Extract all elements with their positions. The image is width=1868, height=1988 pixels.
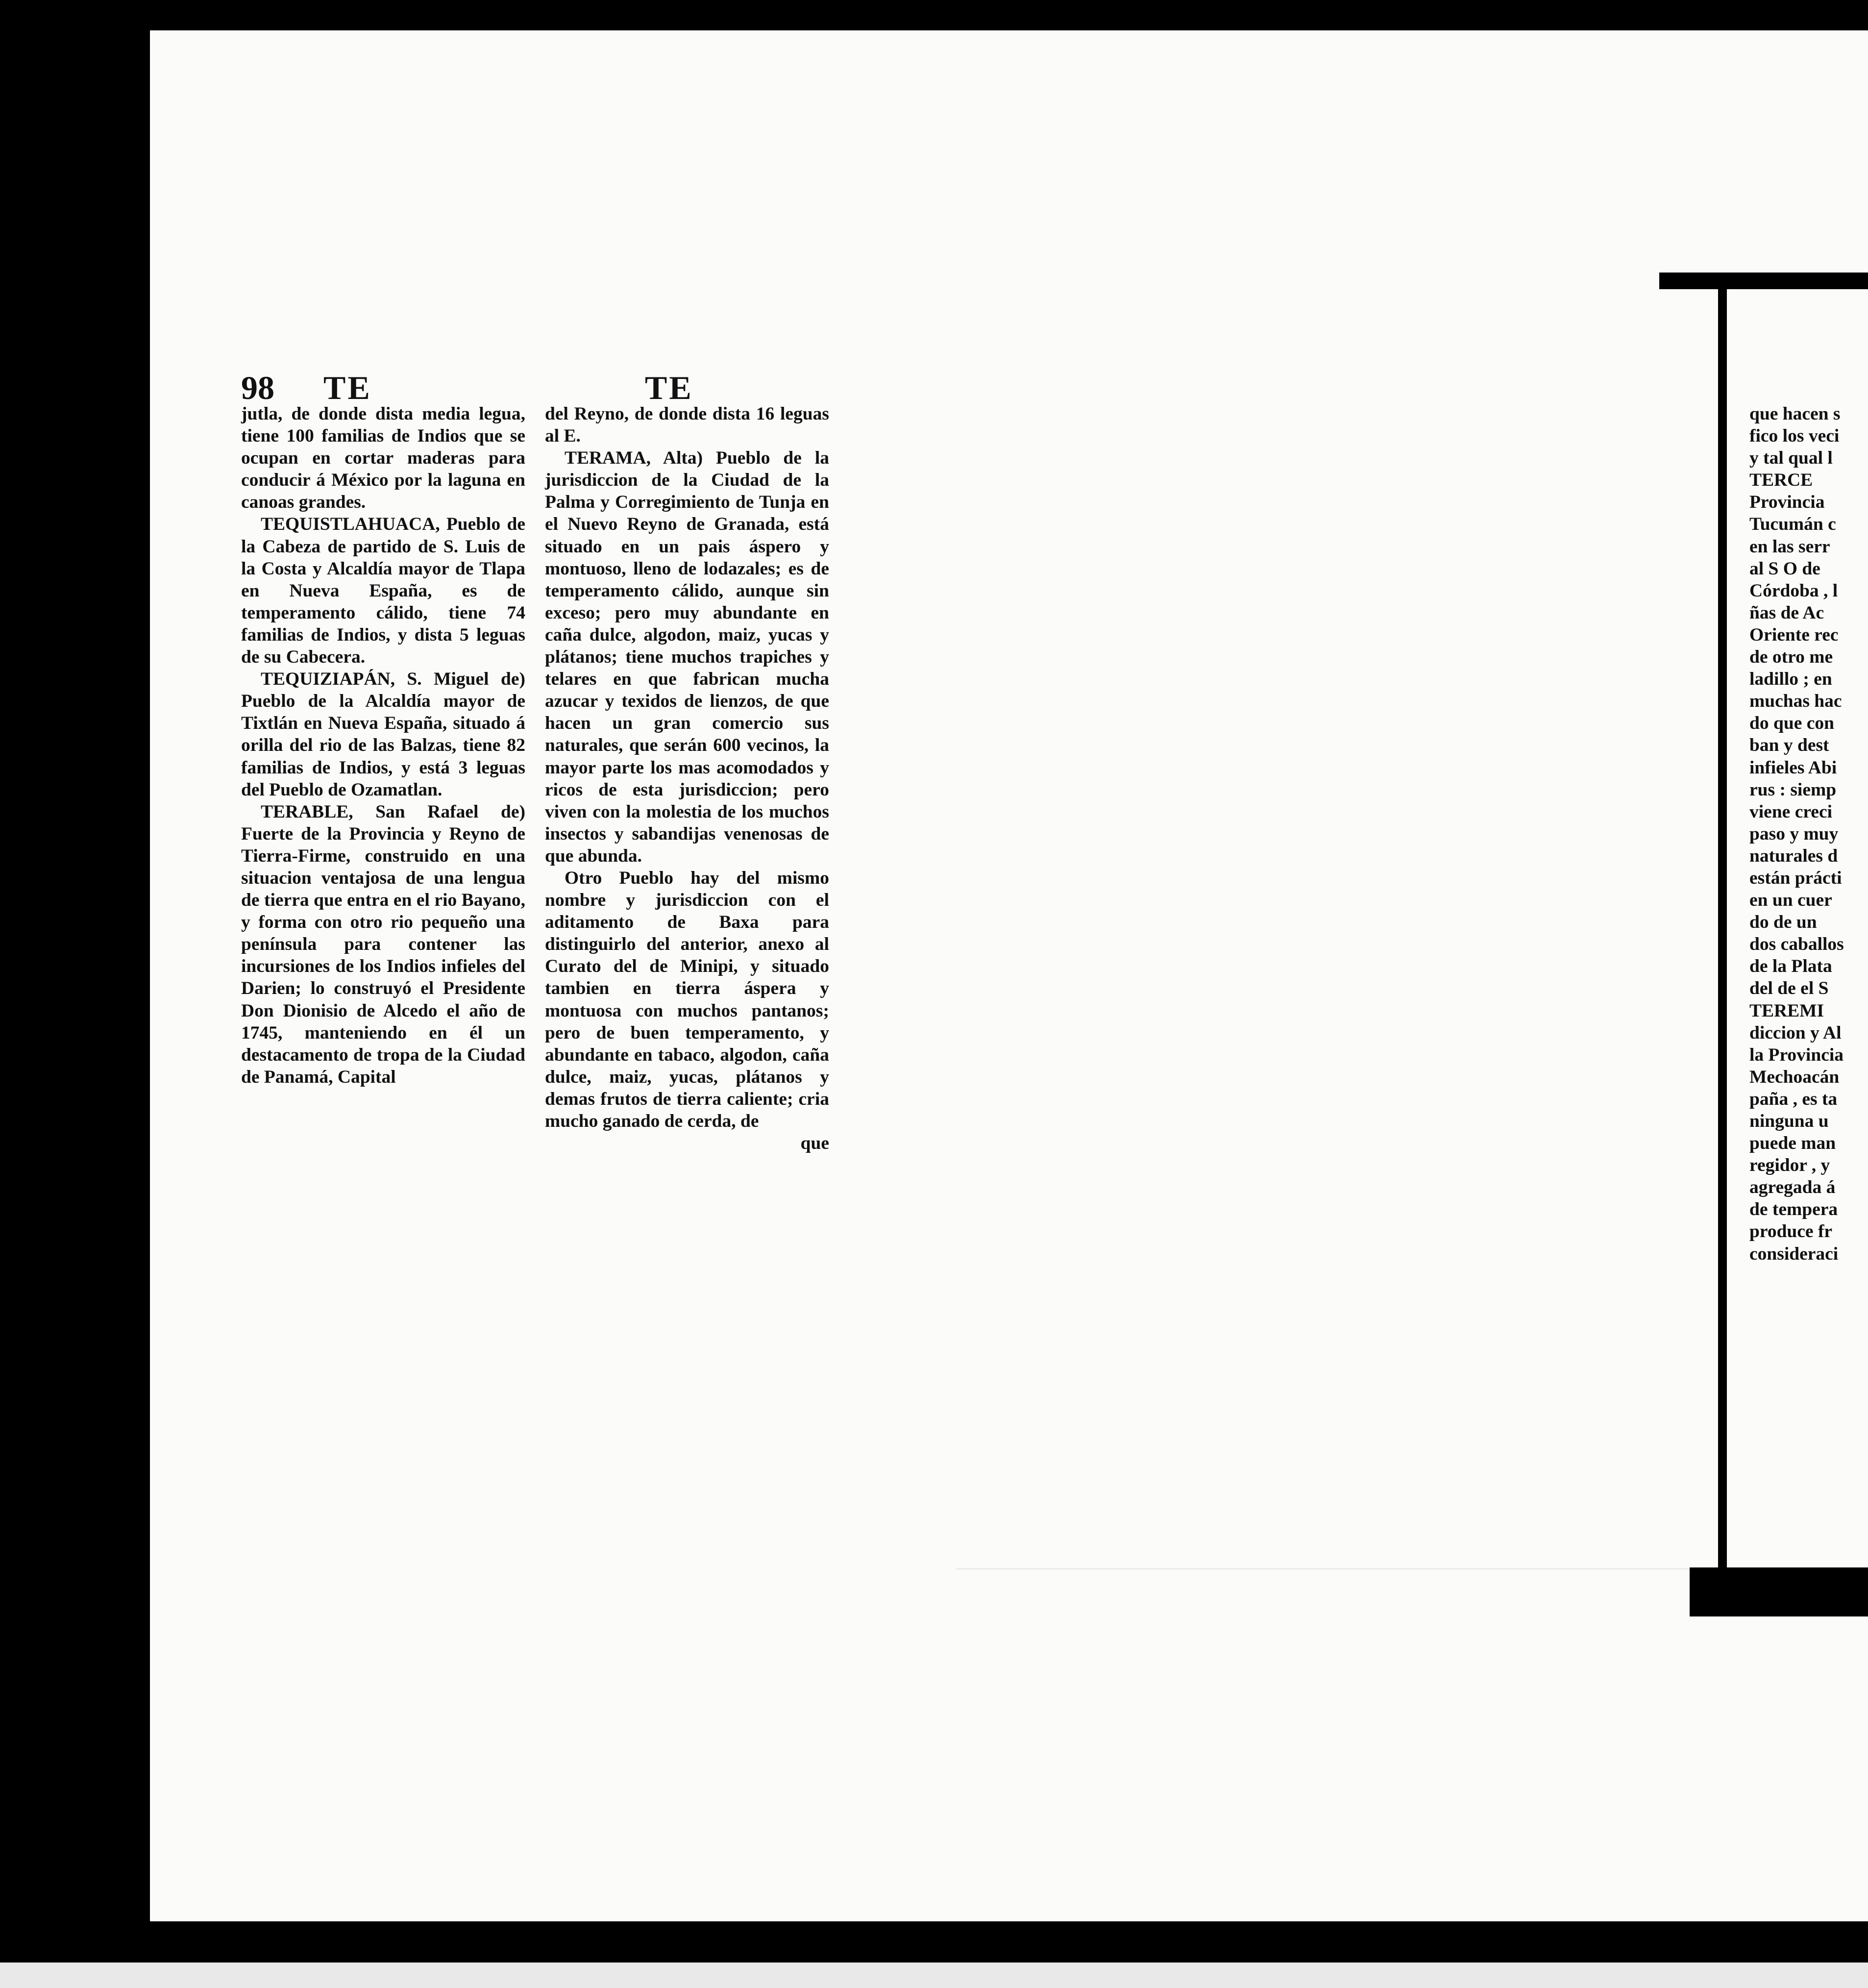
line-fragment: dos caballos — [1749, 934, 1844, 955]
line-fragment: Tucumán c — [1749, 514, 1836, 535]
line-fragment: la Provincia — [1749, 1044, 1844, 1065]
line-fragment: infieles Abi — [1749, 757, 1837, 778]
line-fragment: de tempera — [1749, 1199, 1838, 1220]
line-fragment: agregada á — [1749, 1177, 1836, 1198]
line-fragment: Provincia — [1749, 492, 1825, 513]
line-fragment: ninguna u — [1749, 1111, 1829, 1131]
line-fragment: ladillo ; en — [1749, 669, 1832, 690]
clamp-top-bar — [1659, 273, 1868, 289]
line-fragment: regidor , y — [1749, 1155, 1830, 1176]
line-fragment: viene creci — [1749, 801, 1833, 822]
entry-tequistlahuaca: TEQUISTLAHUACA, Pueblo de la Cabeza de partido de S. Luis de la Costa y Alcaldía mayor de Tlapa en Nueva España, es de temperamento cálido, tiene 74 familias de Indios, y dista 5 leguas de su Cabecera. — [241, 514, 525, 668]
text-column-3-cropped — [1749, 403, 1867, 1265]
line-fragment: paña , es ta — [1749, 1089, 1838, 1109]
line-fragment: fico los veci — [1749, 426, 1840, 447]
line-fragment: puede man — [1749, 1133, 1836, 1154]
paragraph: jutla, de donde dista media legua, tiene 100 familias de Indios que se ocupan en cortar maderas para conducir á México por la laguna en canoas grandes. — [241, 404, 525, 513]
clamp-stem — [1718, 287, 1727, 1597]
entry-tequiziapan: TEQUIZIAPÁN, S. Miguel de) Pueblo de la Alcaldía mayor de Tixtlán en Nueva España, situado á orilla del rio de las Balzas, tiene 82 familias de Indios, y está 3 leguas del Pueblo de Ozamatlan. — [241, 669, 525, 800]
line-fragment: de la Plata — [1749, 956, 1832, 977]
running-head-left: TE — [323, 369, 372, 406]
top-film-border — [0, 0, 1868, 30]
film-edge-strip — [0, 1963, 1868, 1988]
line-fragment: Oriente rec — [1749, 624, 1839, 645]
line-fragment: y tal qual l — [1749, 448, 1833, 469]
line-fragment: do que con — [1749, 713, 1834, 734]
line-fragment: Córdoba , l — [1749, 580, 1838, 601]
line-fragment: ban y dest — [1749, 735, 1829, 756]
line-fragment: en un cuer — [1749, 890, 1832, 911]
line-fragment: están prácti — [1749, 868, 1842, 888]
clamp-bottom-bar — [1690, 1567, 1868, 1616]
entry-terama: TERAMA, Alta) Pueblo de la jurisdiccion de la Ciudad de la Palma y Corregimiento de Tunja en el Nuevo Reyno de Granada, está situado en un pais áspero y montuoso, lleno de lodazales; es de temperamento cálido, aunque sin exceso; pero muy abundante en caña dulce, algodon, maiz, yucas y plátanos; tiene muchos trapiches y telares en que fabrican mucha azucar y texidos de lienzos, de que hacen un gran comercio sus naturales, que serán 600 vecinos, la mayor parte los mas acomodados y ricos de esta jurisdiccion; pero viven con la molestia de los muchos insectos y sabandijas venenosas de que abunda. — [545, 448, 829, 866]
facing-page-edge — [956, 274, 1719, 1569]
left-film-border — [98, 0, 150, 1926]
catchword: que — [800, 1133, 829, 1154]
line-fragment: ñas de Ac — [1749, 602, 1824, 623]
line-fragment: naturales d — [1749, 845, 1838, 866]
entry-terable: TERABLE, San Rafael de) Fuerte de la Provincia y Reyno de Tierra-Firme, construido en una situacion ventajosa de una lengua de tierra que entra en el rio Bayano, y forma con otro rio pequeño una península para contener las incursiones de los Indios infieles del Darien; lo construyó el Presidente Don Dionisio de Alcedo el año de 1745, manteniendo en él un destacamento de tropa de la Ciudad de Panamá, Capital — [241, 801, 525, 1087]
line-fragment: diccion y Al — [1749, 1022, 1842, 1043]
paragraph: del Reyno, de donde dista 16 leguas al E. — [545, 404, 829, 447]
line-fragment: rus : siemp — [1749, 779, 1837, 800]
line-fragment: TEREMI — [1749, 1000, 1824, 1021]
line-fragment: paso y muy — [1749, 823, 1839, 844]
line-fragment: al S O de — [1749, 558, 1820, 579]
line-fragment: de otro me — [1749, 647, 1833, 668]
running-head-right: TE — [645, 369, 693, 406]
line-fragment: del de el S — [1749, 978, 1829, 999]
line-fragment: en las serr — [1749, 536, 1830, 557]
line-fragment: que hacen s — [1749, 404, 1841, 424]
line-fragment: TERCE — [1749, 470, 1813, 491]
text-column-1 — [241, 403, 525, 1088]
text-column-2 — [545, 403, 829, 1154]
line-fragment: do de un — [1749, 912, 1817, 933]
line-fragment: produce fr — [1749, 1221, 1833, 1242]
page-number: 98 — [241, 369, 274, 406]
entry-terama-baxa: Otro Pueblo hay del mismo nombre y jurisdiccion con el aditamento de Baxa para distinguirlo del anterior, anexo al Curato del de Minipi, y situado tambien en tierra áspera y montuosa con muchos pantanos; pero de buen temperamento, y abundante en tabaco, algodon, caña dulce, maiz, yucas, plátanos y demas frutos de tierra caliente; cria mucho ganado de cerda, de — [545, 868, 829, 1131]
line-fragment: muchas hac — [1749, 691, 1842, 712]
line-fragment: Mechoacán — [1749, 1067, 1840, 1087]
line-fragment: consideraci — [1749, 1243, 1839, 1264]
